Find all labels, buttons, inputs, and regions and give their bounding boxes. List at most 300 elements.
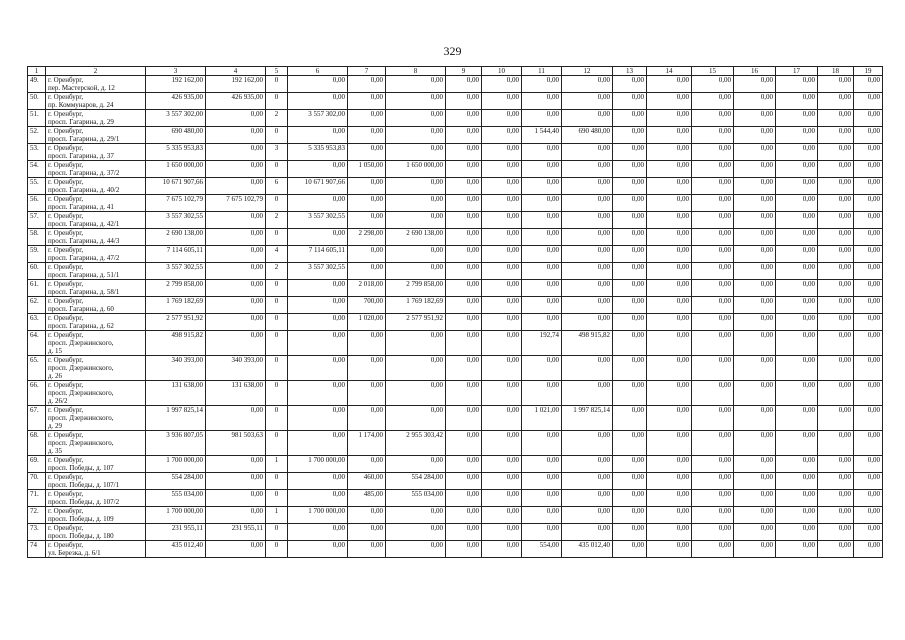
column-header-11: 11 [522, 67, 562, 76]
value-cell-col-6: 0,00 [288, 524, 348, 541]
value-cell-col-19: 0,00 [854, 144, 883, 161]
value-cell-col-15: 0,00 [692, 314, 734, 331]
address-line: просп. Гагарина, д. 60 [48, 305, 114, 313]
value-cell-col-16: 0,00 [734, 195, 776, 212]
column-header-14: 14 [647, 67, 692, 76]
value-cell-col-3: 1 997 825,14 [146, 406, 206, 431]
value-cell-col-10: 0,00 [482, 431, 522, 456]
address-cell [46, 431, 146, 456]
value-cell-col-11: 0,00 [522, 263, 562, 280]
value-cell-col-5: 1 [266, 456, 288, 473]
value-cell-col-7: 0,00 [348, 110, 386, 127]
value-cell-col-18: 0,00 [818, 381, 854, 406]
value-cell-col-19: 0,00 [854, 263, 883, 280]
table-row [28, 76, 883, 93]
value-cell-col-11: 0,00 [522, 212, 562, 229]
value-cell-col-6: 0,00 [288, 473, 348, 490]
address-line: г. Оренбург, [48, 280, 84, 288]
value-cell-col-17: 0,00 [776, 178, 818, 195]
value-cell-col-10: 0,00 [482, 263, 522, 280]
address-line: просп. Гагарина, д. 40/2 [48, 186, 120, 194]
value-cell-col-4: 0,00 [206, 541, 266, 558]
value-cell-col-13: 0,00 [613, 297, 647, 314]
row-number: 68. [28, 431, 46, 456]
value-cell-col-3: 3 557 302,55 [146, 212, 206, 229]
value-cell-col-7: 0,00 [348, 507, 386, 524]
table-row [28, 490, 883, 507]
address-cell [46, 127, 146, 144]
value-cell-col-12: 0,00 [562, 431, 613, 456]
value-cell-col-7: 0,00 [348, 178, 386, 195]
value-cell-col-11: 0,00 [522, 246, 562, 263]
value-cell-col-4: 131 638,00 [206, 381, 266, 406]
table-row [28, 93, 883, 110]
value-cell-col-6: 5 335 953,83 [288, 144, 348, 161]
address-line: г. Оренбург, [48, 127, 84, 135]
address-line: просп. Победы, д. 109 [48, 515, 114, 523]
address-cell [46, 456, 146, 473]
value-cell-col-19: 0,00 [854, 110, 883, 127]
value-cell-col-19: 0,00 [854, 524, 883, 541]
value-cell-col-19: 0,00 [854, 541, 883, 558]
value-cell-col-8: 0,00 [386, 212, 446, 229]
value-cell-col-13: 0,00 [613, 490, 647, 507]
value-cell-col-4: 0,00 [206, 246, 266, 263]
value-cell-col-7: 0,00 [348, 356, 386, 381]
value-cell-col-17: 0,00 [776, 456, 818, 473]
table-row [28, 331, 883, 356]
value-cell-col-16: 0,00 [734, 406, 776, 431]
address-line: г. Оренбург, [48, 263, 84, 271]
value-cell-col-18: 0,00 [818, 406, 854, 431]
value-cell-col-16: 0,00 [734, 127, 776, 144]
address-line: д. 35 [48, 447, 63, 455]
address-line: г. Оренбург, [48, 144, 84, 152]
value-cell-col-6: 3 557 302,55 [288, 212, 348, 229]
value-cell-col-17: 0,00 [776, 195, 818, 212]
value-cell-col-4: 0,00 [206, 127, 266, 144]
value-cell-col-19: 0,00 [854, 490, 883, 507]
row-number: 69. [28, 456, 46, 473]
value-cell-col-14: 0,00 [647, 541, 692, 558]
value-cell-col-10: 0,00 [482, 161, 522, 178]
value-cell-col-4: 0,00 [206, 110, 266, 127]
value-cell-col-15: 0,00 [692, 541, 734, 558]
value-cell-col-3: 10 671 907,66 [146, 178, 206, 195]
value-cell-col-6: 0,00 [288, 490, 348, 507]
value-cell-col-14: 0,00 [647, 144, 692, 161]
value-cell-col-3: 7 114 605,11 [146, 246, 206, 263]
value-cell-col-7: 0,00 [348, 381, 386, 406]
value-cell-col-4: 7 675 102,79 [206, 195, 266, 212]
address-line: г. Оренбург, [48, 473, 84, 481]
value-cell-col-4: 0,00 [206, 314, 266, 331]
address-line: г. Оренбург, [48, 314, 84, 322]
value-cell-col-14: 0,00 [647, 431, 692, 456]
value-cell-col-12: 0,00 [562, 524, 613, 541]
value-cell-col-13: 0,00 [613, 507, 647, 524]
value-cell-col-8: 0,00 [386, 507, 446, 524]
value-cell-col-16: 0,00 [734, 456, 776, 473]
row-number: 59. [28, 246, 46, 263]
address-line: г. Оренбург, [48, 490, 84, 498]
address-cell [46, 195, 146, 212]
value-cell-col-9: 0,00 [446, 297, 482, 314]
address-line: просп. Дзержинского, [48, 389, 114, 397]
value-cell-col-13: 0,00 [613, 381, 647, 406]
value-cell-col-3: 555 034,00 [146, 490, 206, 507]
address-line: ул. Березка, д. 6/1 [48, 549, 101, 557]
column-header-7: 7 [348, 67, 386, 76]
value-cell-col-10: 0,00 [482, 195, 522, 212]
address-line: просп. Гагарина, д. 37 [48, 152, 114, 160]
value-cell-col-3: 2 799 858,00 [146, 280, 206, 297]
value-cell-col-15: 0,00 [692, 297, 734, 314]
value-cell-col-19: 0,00 [854, 331, 883, 356]
value-cell-col-12: 0,00 [562, 212, 613, 229]
row-number: 51. [28, 110, 46, 127]
column-header-3: 3 [146, 67, 206, 76]
address-line: просп. Дзержинского, [48, 339, 114, 347]
table-row [28, 212, 883, 229]
value-cell-col-17: 0,00 [776, 356, 818, 381]
row-number: 60. [28, 263, 46, 280]
value-cell-col-5: 0 [266, 314, 288, 331]
value-cell-col-19: 0,00 [854, 456, 883, 473]
address-line: просп. Гагарина, д. 29/1 [48, 135, 120, 143]
value-cell-col-15: 0,00 [692, 212, 734, 229]
value-cell-col-12: 0,00 [562, 356, 613, 381]
value-cell-col-11: 0,00 [522, 110, 562, 127]
column-header-5: 5 [266, 67, 288, 76]
value-cell-col-18: 0,00 [818, 524, 854, 541]
value-cell-col-7: 0,00 [348, 456, 386, 473]
value-cell-col-4: 0,00 [206, 490, 266, 507]
value-cell-col-9: 0,00 [446, 195, 482, 212]
table-row [28, 456, 883, 473]
value-cell-col-12: 0,00 [562, 76, 613, 93]
value-cell-col-15: 0,00 [692, 524, 734, 541]
value-cell-col-9: 0,00 [446, 127, 482, 144]
value-cell-col-8: 0,00 [386, 356, 446, 381]
address-line: г. Оренбург, [48, 431, 84, 439]
address-line: г. Оренбург, [48, 456, 84, 464]
value-cell-col-5: 0 [266, 490, 288, 507]
value-cell-col-15: 0,00 [692, 178, 734, 195]
value-cell-col-15: 0,00 [692, 507, 734, 524]
value-cell-col-13: 0,00 [613, 212, 647, 229]
value-cell-col-8: 0,00 [386, 110, 446, 127]
value-cell-col-3: 3 936 807,05 [146, 431, 206, 456]
value-cell-col-4: 0,00 [206, 144, 266, 161]
value-cell-col-18: 0,00 [818, 431, 854, 456]
row-number: 67. [28, 406, 46, 431]
value-cell-col-5: 0 [266, 431, 288, 456]
value-cell-col-5: 0 [266, 161, 288, 178]
value-cell-col-16: 0,00 [734, 76, 776, 93]
value-cell-col-11: 0,00 [522, 473, 562, 490]
value-cell-col-10: 0,00 [482, 229, 522, 246]
address-cell [46, 93, 146, 110]
address-cell [46, 280, 146, 297]
value-cell-col-16: 0,00 [734, 246, 776, 263]
value-cell-col-19: 0,00 [854, 127, 883, 144]
value-cell-col-8: 2 690 138,00 [386, 229, 446, 246]
address-line: просп. Гагарина, д. 41 [48, 203, 114, 211]
value-cell-col-7: 0,00 [348, 524, 386, 541]
value-cell-col-14: 0,00 [647, 314, 692, 331]
address-cell [46, 297, 146, 314]
value-cell-col-16: 0,00 [734, 314, 776, 331]
value-cell-col-13: 0,00 [613, 144, 647, 161]
value-cell-col-16: 0,00 [734, 263, 776, 280]
value-cell-col-11: 0,00 [522, 229, 562, 246]
value-cell-col-4: 0,00 [206, 229, 266, 246]
value-cell-col-6: 0,00 [288, 431, 348, 456]
value-cell-col-16: 0,00 [734, 161, 776, 178]
row-number: 49. [28, 76, 46, 93]
value-cell-col-8: 0,00 [386, 144, 446, 161]
value-cell-col-15: 0,00 [692, 356, 734, 381]
row-number: 57. [28, 212, 46, 229]
value-cell-col-15: 0,00 [692, 246, 734, 263]
value-cell-col-17: 0,00 [776, 490, 818, 507]
value-cell-col-15: 0,00 [692, 93, 734, 110]
address-line: г. Оренбург, [48, 195, 84, 203]
value-cell-col-6: 0,00 [288, 229, 348, 246]
address-cell [46, 263, 146, 280]
value-cell-col-17: 0,00 [776, 473, 818, 490]
value-cell-col-7: 485,00 [348, 490, 386, 507]
value-cell-col-19: 0,00 [854, 161, 883, 178]
value-cell-col-3: 1 700 000,00 [146, 456, 206, 473]
value-cell-col-14: 0,00 [647, 331, 692, 356]
value-cell-col-3: 1 769 182,69 [146, 297, 206, 314]
value-cell-col-12: 0,00 [562, 314, 613, 331]
value-cell-col-12: 0,00 [562, 263, 613, 280]
value-cell-col-18: 0,00 [818, 195, 854, 212]
address-cell [46, 490, 146, 507]
value-cell-col-5: 3 [266, 144, 288, 161]
value-cell-col-13: 0,00 [613, 246, 647, 263]
value-cell-col-16: 0,00 [734, 297, 776, 314]
address-line: пер. Мастерской, д. 12 [48, 84, 115, 92]
table-row [28, 110, 883, 127]
column-header-18: 18 [818, 67, 854, 76]
value-cell-col-18: 0,00 [818, 331, 854, 356]
row-number: 58. [28, 229, 46, 246]
value-cell-col-17: 0,00 [776, 263, 818, 280]
value-cell-col-14: 0,00 [647, 246, 692, 263]
value-cell-col-6: 0,00 [288, 93, 348, 110]
value-cell-col-5: 0 [266, 356, 288, 381]
value-cell-col-3: 690 480,00 [146, 127, 206, 144]
value-cell-col-11: 554,00 [522, 541, 562, 558]
value-cell-col-6: 0,00 [288, 280, 348, 297]
value-cell-col-3: 231 955,11 [146, 524, 206, 541]
row-number: 66. [28, 381, 46, 406]
value-cell-col-14: 0,00 [647, 212, 692, 229]
value-cell-col-7: 0,00 [348, 541, 386, 558]
value-cell-col-14: 0,00 [647, 524, 692, 541]
address-line: г. Оренбург, [48, 110, 84, 118]
address-line: просп. Гагарина, д. 62 [48, 322, 114, 330]
value-cell-col-6: 3 557 302,55 [288, 263, 348, 280]
value-cell-col-12: 0,00 [562, 280, 613, 297]
table-row [28, 195, 883, 212]
address-line: просп. Победы, д. 107 [48, 464, 114, 472]
value-cell-col-12: 0,00 [562, 381, 613, 406]
address-line: просп. Гагарина, д. 58/1 [48, 288, 120, 296]
value-cell-col-6: 10 671 907,66 [288, 178, 348, 195]
value-cell-col-15: 0,00 [692, 144, 734, 161]
page-number: 329 [443, 44, 462, 58]
value-cell-col-9: 0,00 [446, 229, 482, 246]
value-cell-col-17: 0,00 [776, 246, 818, 263]
value-cell-col-19: 0,00 [854, 356, 883, 381]
value-cell-col-11: 0,00 [522, 314, 562, 331]
value-cell-col-15: 0,00 [692, 473, 734, 490]
value-cell-col-19: 0,00 [854, 280, 883, 297]
value-cell-col-4: 0,00 [206, 161, 266, 178]
value-cell-col-19: 0,00 [854, 229, 883, 246]
value-cell-col-13: 0,00 [613, 127, 647, 144]
value-cell-col-9: 0,00 [446, 280, 482, 297]
address-cell [46, 524, 146, 541]
table-row [28, 229, 883, 246]
value-cell-col-6: 0,00 [288, 297, 348, 314]
address-line: просп. Гагарина, д. 37/2 [48, 169, 120, 177]
value-cell-col-15: 0,00 [692, 229, 734, 246]
table-row [28, 127, 883, 144]
value-cell-col-11: 0,00 [522, 161, 562, 178]
value-cell-col-17: 0,00 [776, 431, 818, 456]
value-cell-col-8: 555 034,00 [386, 490, 446, 507]
row-number: 64. [28, 331, 46, 356]
address-line: г. Оренбург, [48, 331, 84, 339]
value-cell-col-9: 0,00 [446, 212, 482, 229]
value-cell-col-12: 0,00 [562, 110, 613, 127]
value-cell-col-14: 0,00 [647, 195, 692, 212]
value-cell-col-10: 0,00 [482, 246, 522, 263]
value-cell-col-11: 0,00 [522, 381, 562, 406]
value-cell-col-19: 0,00 [854, 178, 883, 195]
value-cell-col-15: 0,00 [692, 76, 734, 93]
value-cell-col-18: 0,00 [818, 507, 854, 524]
address-line: пр. Коммунаров, д. 24 [48, 101, 114, 109]
value-cell-col-7: 0,00 [348, 331, 386, 356]
value-cell-col-5: 2 [266, 110, 288, 127]
address-line: просп. Гагарина, д. 42/1 [48, 220, 120, 228]
value-cell-col-8: 2 955 303,42 [386, 431, 446, 456]
value-cell-col-18: 0,00 [818, 76, 854, 93]
value-cell-col-4: 231 955,11 [206, 524, 266, 541]
value-cell-col-3: 3 557 302,00 [146, 110, 206, 127]
value-cell-col-16: 0,00 [734, 507, 776, 524]
value-cell-col-6: 1 700 000,00 [288, 507, 348, 524]
value-cell-col-9: 0,00 [446, 473, 482, 490]
value-cell-col-10: 0,00 [482, 297, 522, 314]
value-cell-col-10: 0,00 [482, 144, 522, 161]
address-line: г. Оренбург, [48, 507, 84, 515]
value-cell-col-17: 0,00 [776, 314, 818, 331]
value-cell-col-18: 0,00 [818, 110, 854, 127]
value-cell-col-14: 0,00 [647, 473, 692, 490]
value-cell-col-7: 1 050,00 [348, 161, 386, 178]
value-cell-col-3: 340 393,00 [146, 356, 206, 381]
value-cell-col-3: 1 650 000,00 [146, 161, 206, 178]
value-cell-col-17: 0,00 [776, 93, 818, 110]
value-cell-col-6: 0,00 [288, 195, 348, 212]
table-row [28, 144, 883, 161]
value-cell-col-14: 0,00 [647, 263, 692, 280]
value-cell-col-5: 0 [266, 195, 288, 212]
value-cell-col-19: 0,00 [854, 381, 883, 406]
value-cell-col-7: 0,00 [348, 195, 386, 212]
value-cell-col-14: 0,00 [647, 356, 692, 381]
value-cell-col-11: 0,00 [522, 195, 562, 212]
value-cell-col-11: 0,00 [522, 524, 562, 541]
address-cell [46, 331, 146, 356]
table-row [28, 161, 883, 178]
value-cell-col-9: 0,00 [446, 356, 482, 381]
value-cell-col-4: 0,00 [206, 212, 266, 229]
row-number: 74 [28, 541, 46, 558]
value-cell-col-15: 0,00 [692, 280, 734, 297]
value-cell-col-19: 0,00 [854, 246, 883, 263]
address-line: г. Оренбург, [48, 381, 84, 389]
value-cell-col-8: 554 284,00 [386, 473, 446, 490]
value-cell-col-4: 0,00 [206, 507, 266, 524]
value-cell-col-4: 426 935,00 [206, 93, 266, 110]
value-cell-col-8: 0,00 [386, 93, 446, 110]
value-cell-col-11: 1 544,40 [522, 127, 562, 144]
value-cell-col-10: 0,00 [482, 356, 522, 381]
value-cell-col-13: 0,00 [613, 406, 647, 431]
address-line: просп. Гагарина, д. 29 [48, 118, 114, 126]
value-cell-col-11: 0,00 [522, 144, 562, 161]
value-cell-col-12: 0,00 [562, 490, 613, 507]
value-cell-col-18: 0,00 [818, 93, 854, 110]
value-cell-col-15: 0,00 [692, 406, 734, 431]
value-cell-col-10: 0,00 [482, 76, 522, 93]
value-cell-col-5: 6 [266, 178, 288, 195]
value-cell-col-9: 0,00 [446, 110, 482, 127]
value-cell-col-15: 0,00 [692, 127, 734, 144]
value-cell-col-6: 0,00 [288, 161, 348, 178]
column-header-6: 6 [288, 67, 348, 76]
value-cell-col-4: 981 503,63 [206, 431, 266, 456]
value-cell-col-18: 0,00 [818, 456, 854, 473]
value-cell-col-4: 192 162,00 [206, 76, 266, 93]
table-row [28, 178, 883, 195]
value-cell-col-13: 0,00 [613, 456, 647, 473]
value-cell-col-8: 0,00 [386, 381, 446, 406]
value-cell-col-15: 0,00 [692, 195, 734, 212]
value-cell-col-13: 0,00 [613, 356, 647, 381]
value-cell-col-3: 426 935,00 [146, 93, 206, 110]
header-row [28, 67, 883, 76]
value-cell-col-3: 435 012,40 [146, 541, 206, 558]
value-cell-col-11: 1 021,00 [522, 406, 562, 431]
value-cell-col-8: 1 650 000,00 [386, 161, 446, 178]
value-cell-col-17: 0,00 [776, 144, 818, 161]
value-cell-col-7: 0,00 [348, 406, 386, 431]
row-number: 54. [28, 161, 46, 178]
value-cell-col-17: 0,00 [776, 524, 818, 541]
value-cell-col-5: 0 [266, 541, 288, 558]
address-line: д. 15 [48, 347, 63, 355]
